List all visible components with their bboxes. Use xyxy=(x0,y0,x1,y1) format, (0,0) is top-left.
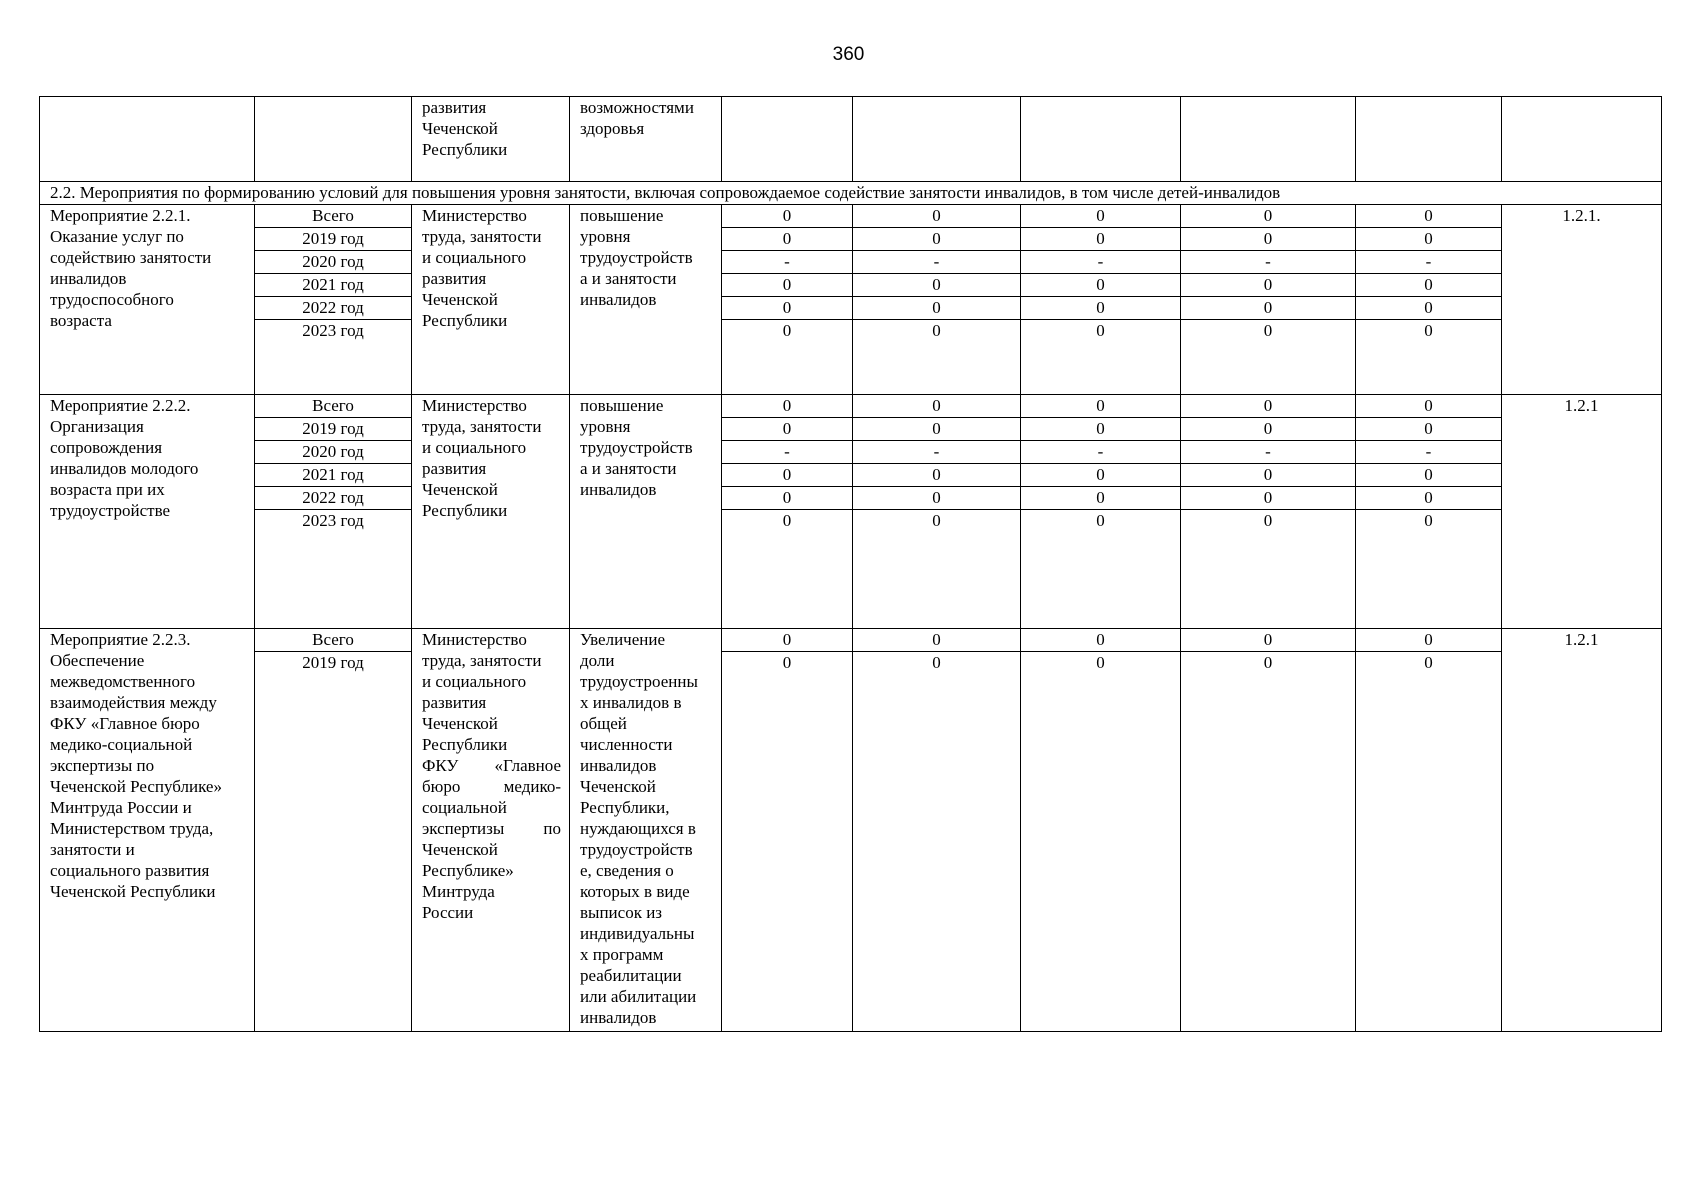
value-cell: 0 xyxy=(722,205,852,228)
period-label: 2019 год xyxy=(255,418,411,441)
value-cell: 0 xyxy=(1263,511,1273,530)
value-cell: - xyxy=(722,251,852,274)
value-cell: 0 xyxy=(853,464,1020,487)
value-cell: 0 xyxy=(1181,464,1355,487)
value-column xyxy=(1181,205,1356,395)
indicator-cell: 1.2.1 xyxy=(1502,629,1662,1032)
period-label: Всего xyxy=(255,205,411,228)
result-line: инвалидов xyxy=(580,1008,657,1027)
executor-line: развития xyxy=(422,693,487,712)
value-cell: 0 xyxy=(1356,395,1501,418)
result-line: повышение xyxy=(580,206,664,225)
result-line: реабилитации xyxy=(580,966,682,985)
activity-row xyxy=(40,395,1662,629)
activity-name-line: Обеспечение xyxy=(50,651,145,670)
executor-line: Минтруда xyxy=(422,882,495,901)
executor-line: Чеченской xyxy=(422,714,498,733)
value-cell: 0 xyxy=(853,274,1020,297)
result-line: е, сведения о xyxy=(580,861,674,880)
value-cell: 0 xyxy=(722,228,852,251)
value-cell: - xyxy=(1181,251,1355,274)
cont-result-cell xyxy=(570,97,722,182)
section-row xyxy=(40,182,1662,205)
activity-row xyxy=(40,205,1662,395)
value-cell: 0 xyxy=(853,297,1020,320)
cont-value-cell xyxy=(1181,97,1356,182)
executor-line: социальной xyxy=(422,798,507,817)
value-cell: 0 xyxy=(1181,487,1355,510)
result-line: инвалидов xyxy=(580,480,657,499)
result-line: Республики, xyxy=(580,798,670,817)
cont-period-cell xyxy=(255,97,412,182)
value-cell: - xyxy=(1021,441,1180,464)
activity-name-line: Организация xyxy=(50,417,144,436)
value-column xyxy=(722,205,853,395)
value-cell: 0 xyxy=(1356,205,1501,228)
activity-name-line: возраста xyxy=(50,311,112,330)
cont-result-line: здоровья xyxy=(580,119,645,138)
value-column xyxy=(1181,629,1356,1032)
executor-line: и социального xyxy=(422,248,527,267)
value-cell: 0 xyxy=(1356,464,1501,487)
executor-cell xyxy=(412,395,570,629)
result-line: численности xyxy=(580,735,673,754)
activity-name-line: медико-социальной xyxy=(50,735,193,754)
result-cell xyxy=(570,205,722,395)
value-column xyxy=(722,395,853,629)
value-cell: - xyxy=(1181,441,1355,464)
activity-name-line: Минтруда России и xyxy=(50,798,192,817)
result-line: уровня xyxy=(580,227,631,246)
result-line: а и занятости xyxy=(580,269,677,288)
result-line: инвалидов xyxy=(580,756,657,775)
value-cell: 0 xyxy=(1096,653,1105,672)
cont-result-line: возможностями xyxy=(580,98,694,117)
value-cell: 0 xyxy=(782,653,792,672)
value-column xyxy=(1021,629,1181,1032)
result-line: трудоустройств xyxy=(580,248,693,267)
value-cell: 0 xyxy=(1356,274,1501,297)
executor-cell xyxy=(412,629,570,1032)
executor-line: и социального xyxy=(422,672,527,691)
value-cell: 0 xyxy=(853,205,1020,228)
result-line: х программ xyxy=(580,945,664,964)
value-cell: 0 xyxy=(1021,228,1180,251)
executor-line: Министерство xyxy=(422,396,527,415)
section-title: 2.2. Мероприятия по формированию условий для повышения уровня занятости, включая сопровождаемое содействие занятости инвалидов, в том числе детей-инвалидов xyxy=(40,182,1662,205)
value-cell: 0 xyxy=(1181,274,1355,297)
value-cell: 0 xyxy=(722,464,852,487)
value-column xyxy=(1021,205,1181,395)
activity-name-cell xyxy=(40,629,255,1032)
activity-name-line: экспертизы по xyxy=(50,756,155,775)
value-cell: 0 xyxy=(1181,297,1355,320)
activity-name-line: Чеченской Республики xyxy=(50,882,216,901)
value-column xyxy=(1356,205,1502,395)
activity-name-line: Чеченской Республике» xyxy=(50,777,222,796)
executor-line: Чеченской xyxy=(422,480,498,499)
executor-line: экспертизы по xyxy=(422,819,561,838)
result-line: а и занятости xyxy=(580,459,677,478)
cont-value-cell xyxy=(722,97,853,182)
period-label: 2023 год xyxy=(302,321,364,340)
value-cell: 0 xyxy=(1021,629,1180,652)
result-line: или абилитации xyxy=(580,987,697,1006)
activity-name-line: возраста при их xyxy=(50,480,165,499)
activity-name-line: взаимодействия между xyxy=(50,693,217,712)
value-cell: - xyxy=(853,251,1020,274)
program-table xyxy=(39,96,1662,1032)
executor-cell xyxy=(412,205,570,395)
continuation-row xyxy=(40,97,1662,182)
value-cell: - xyxy=(1356,251,1501,274)
activity-name-line: трудоспособного xyxy=(50,290,174,309)
period-label: 2021 год xyxy=(255,274,411,297)
value-cell: 0 xyxy=(1356,629,1501,652)
activity-name-line: содействию занятости xyxy=(50,248,212,267)
value-cell: 0 xyxy=(853,418,1020,441)
value-column xyxy=(853,205,1021,395)
cont-value-cell xyxy=(853,97,1021,182)
period-label: Всего xyxy=(255,629,411,652)
executor-line: развития xyxy=(422,269,487,288)
activity-name-line: инвалидов молодого xyxy=(50,459,199,478)
result-line: трудоустроенны xyxy=(580,672,698,691)
value-cell: 0 xyxy=(853,228,1020,251)
value-cell: 0 xyxy=(1424,653,1433,672)
value-cell: - xyxy=(853,441,1020,464)
activity-name-line: Оказание услуг по xyxy=(50,227,184,246)
result-line: Увеличение xyxy=(580,630,666,649)
value-cell: 0 xyxy=(722,418,852,441)
value-cell: 0 xyxy=(1181,395,1355,418)
period-cell xyxy=(255,395,412,629)
value-cell: 0 xyxy=(1021,297,1180,320)
result-line: х инвалидов в xyxy=(580,693,682,712)
value-cell: 0 xyxy=(932,653,941,672)
activity-name-line: социального развития xyxy=(50,861,210,880)
executor-line: и социального xyxy=(422,438,527,457)
period-label: 2023 год xyxy=(302,511,364,530)
value-cell: 0 xyxy=(1181,205,1355,228)
activity-row xyxy=(40,629,1662,1032)
result-line: трудоустройств xyxy=(580,438,693,457)
value-cell: 0 xyxy=(1096,321,1105,340)
value-cell: 0 xyxy=(782,511,792,530)
executor-line: Республике» xyxy=(422,861,514,880)
period-cell xyxy=(255,629,412,1032)
value-column xyxy=(1356,629,1502,1032)
activity-name-cell xyxy=(40,395,255,629)
executor-line: труда, занятости xyxy=(422,417,542,436)
executor-line: бюро медико- xyxy=(422,777,561,796)
value-cell: 0 xyxy=(722,395,852,418)
period-label: 2020 год xyxy=(255,441,411,464)
executor-line: Чеченской xyxy=(422,840,498,859)
cont-value-cell xyxy=(1021,97,1181,182)
value-cell: 0 xyxy=(1021,418,1180,441)
result-cell xyxy=(570,395,722,629)
value-cell: 0 xyxy=(1021,205,1180,228)
value-cell: 0 xyxy=(1021,274,1180,297)
executor-line: Министерство xyxy=(422,206,527,225)
result-line: Чеченской xyxy=(580,777,656,796)
activity-name-line: трудоустройстве xyxy=(50,501,171,520)
executor-line: развития xyxy=(422,459,487,478)
result-line: общей xyxy=(580,714,627,733)
period-label: 2019 год xyxy=(255,228,411,251)
executor-line: труда, занятости xyxy=(422,651,542,670)
value-column xyxy=(1021,395,1181,629)
executor-line: ФКУ «Главное xyxy=(422,756,561,775)
value-cell: 0 xyxy=(1181,228,1355,251)
value-cell: 0 xyxy=(932,511,941,530)
result-line: инвалидов xyxy=(580,290,657,309)
value-cell: 0 xyxy=(1181,418,1355,441)
result-line: доли xyxy=(580,651,615,670)
executor-line: Республики xyxy=(422,501,508,520)
value-column xyxy=(1181,395,1356,629)
period-cell xyxy=(255,205,412,395)
activity-name-line: Мероприятие 2.2.1. xyxy=(50,206,191,225)
value-cell: 0 xyxy=(1356,418,1501,441)
indicator-cell: 1.2.1 xyxy=(1502,395,1662,629)
result-line: выписок из xyxy=(580,903,663,922)
value-cell: 0 xyxy=(1356,487,1501,510)
value-cell: 0 xyxy=(1263,321,1273,340)
executor-line: труда, занятости xyxy=(422,227,542,246)
value-cell: 0 xyxy=(722,274,852,297)
value-cell: 0 xyxy=(1356,228,1501,251)
period-label: 2022 год xyxy=(255,487,411,510)
executor-line: России xyxy=(422,903,474,922)
value-cell: 0 xyxy=(853,487,1020,510)
period-label: 2022 год xyxy=(255,297,411,320)
executor-line: Республики xyxy=(422,735,508,754)
activity-name-line: ФКУ «Главное бюро xyxy=(50,714,200,733)
period-label: Всего xyxy=(255,395,411,418)
activity-name-line: занятости и xyxy=(50,840,135,859)
cont-executor-cell xyxy=(412,97,570,182)
cont-executor-line: развития xyxy=(422,98,487,117)
value-cell: 0 xyxy=(1096,511,1105,530)
activity-name-line: инвалидов xyxy=(50,269,127,288)
value-cell: 0 xyxy=(1021,487,1180,510)
value-cell: - xyxy=(1021,251,1180,274)
result-line: которых в виде xyxy=(580,882,690,901)
value-cell: 0 xyxy=(1424,321,1433,340)
executor-line: Республики xyxy=(422,311,508,330)
result-line: трудоустройств xyxy=(580,840,693,859)
indicator-cell: 1.2.1. xyxy=(1502,205,1662,395)
activity-name-line: сопровождения xyxy=(50,438,163,457)
value-cell: 0 xyxy=(1424,511,1433,530)
cont-value-cell xyxy=(1356,97,1502,182)
value-cell: - xyxy=(1356,441,1501,464)
result-line: уровня xyxy=(580,417,631,436)
value-cell: 0 xyxy=(1263,653,1273,672)
value-cell: 0 xyxy=(722,629,852,652)
page-number: 360 xyxy=(832,44,865,65)
cont-indicator-cell xyxy=(1502,97,1662,182)
cont-name-cell xyxy=(40,97,255,182)
result-line: индивидуальны xyxy=(580,924,695,943)
activity-name-line: Мероприятие 2.2.2. xyxy=(50,396,191,415)
cont-executor-line: Чеченской xyxy=(422,119,498,138)
period-label: 2019 год xyxy=(302,653,364,672)
value-cell: 0 xyxy=(1356,297,1501,320)
executor-line: Министерство xyxy=(422,630,527,649)
executor-line: Чеченской xyxy=(422,290,498,309)
value-column xyxy=(853,395,1021,629)
value-cell: 0 xyxy=(722,487,852,510)
result-line: повышение xyxy=(580,396,664,415)
value-cell: 0 xyxy=(853,395,1020,418)
activity-name-line: Министерством труда, xyxy=(50,819,214,838)
value-column xyxy=(1356,395,1502,629)
activity-name-line: Мероприятие 2.2.3. xyxy=(50,630,191,649)
activity-name-line: межведомственного xyxy=(50,672,196,691)
value-cell: 0 xyxy=(722,297,852,320)
value-column xyxy=(853,629,1021,1032)
result-cell xyxy=(570,629,722,1032)
value-column xyxy=(722,629,853,1032)
value-cell: - xyxy=(722,441,852,464)
value-cell: 0 xyxy=(782,321,792,340)
value-cell: 0 xyxy=(1021,464,1180,487)
period-label: 2020 год xyxy=(255,251,411,274)
value-cell: 0 xyxy=(853,629,1020,652)
value-cell: 0 xyxy=(1181,629,1355,652)
value-cell: 0 xyxy=(1021,395,1180,418)
value-cell: 0 xyxy=(932,321,941,340)
result-line: нуждающихся в xyxy=(580,819,696,838)
cont-executor-line: Республики xyxy=(422,140,508,159)
period-label: 2021 год xyxy=(255,464,411,487)
activity-name-cell xyxy=(40,205,255,395)
